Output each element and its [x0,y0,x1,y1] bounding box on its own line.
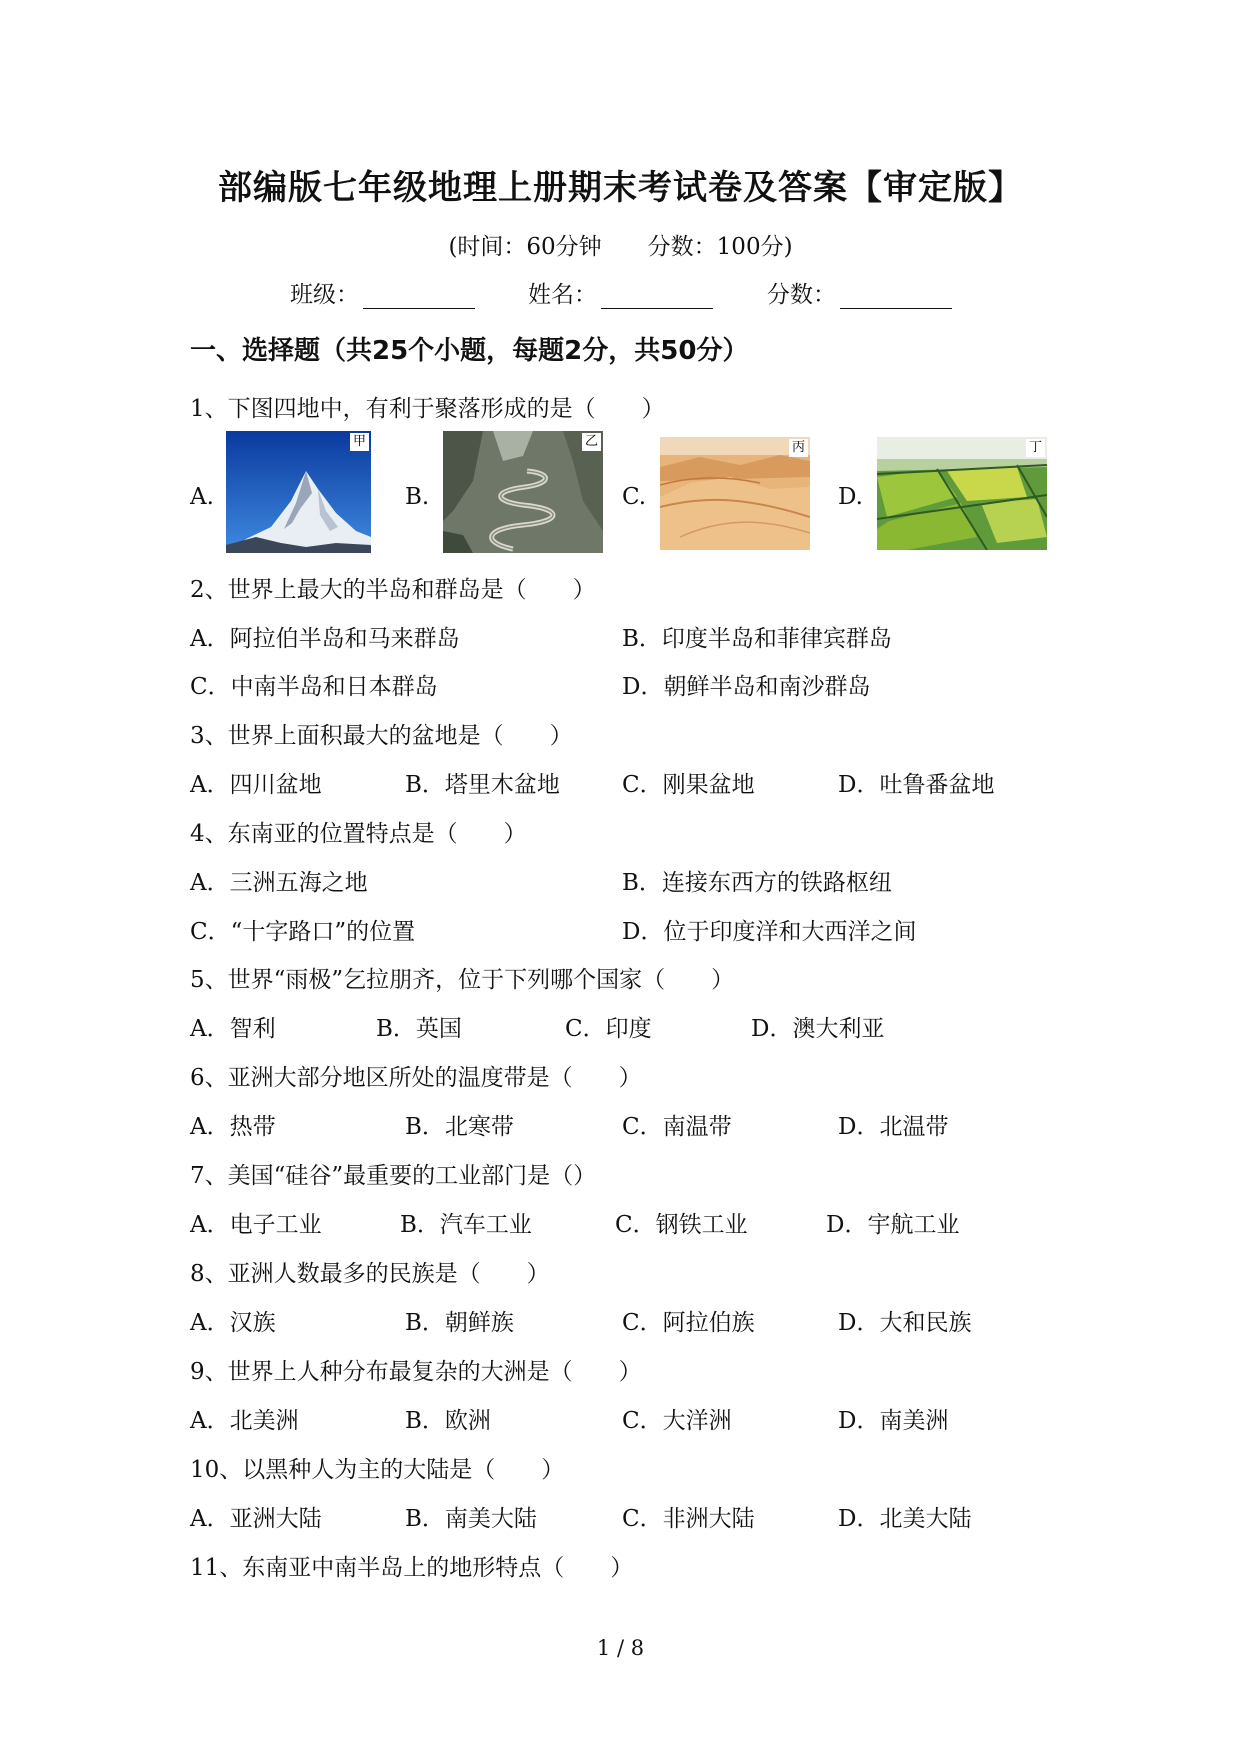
page-number: 1 / 8 [596,1636,645,1660]
question-8-option-b[interactable]: B．朝鲜族 [405,1310,514,1336]
q1-option-b-label: B. [405,484,430,510]
question-2-stem: 2、世界上最大的半岛和群岛是（ ） [190,577,596,603]
question-10-option-b[interactable]: B．南美大陆 [405,1506,537,1532]
question-2-option-d[interactable]: D．朝鲜半岛和南沙群岛 [622,674,871,700]
question-2-option-c[interactable]: C．中南半岛和日本群岛 [190,674,438,700]
question-10-option-a[interactable]: A．亚洲大陆 [190,1506,322,1532]
question-4-stem: 4、东南亚的位置特点是（ ） [190,821,527,847]
score-label: 分数： [767,282,836,308]
question-10-option-c[interactable]: C．非洲大陆 [622,1506,755,1532]
q1-option-a-tag: 甲 [350,433,369,451]
question-7-option-d[interactable]: D．宇航工业 [826,1212,960,1238]
question-2-option-a[interactable]: A．阿拉伯半岛和马来群岛 [190,626,460,652]
section-heading: 一、选择题（共25个小题，每题2分，共50分） [190,336,749,366]
desert-dunes-icon [660,437,810,550]
question-5-option-a[interactable]: A．智利 [190,1016,276,1042]
question-5-option-d[interactable]: D．澳大利亚 [751,1016,885,1042]
q1-option-c-label: C. [622,484,647,510]
question-1-stem: 1、下图四地中，有利于聚落形成的是（ ） [190,396,665,422]
question-9-stem: 9、世界上人种分布最复杂的大洲是（ ） [190,1359,642,1385]
question-9-option-a[interactable]: A．北美洲 [190,1408,299,1434]
question-3-option-d[interactable]: D．吐鲁番盆地 [838,772,995,798]
winding-road-icon [443,431,603,553]
question-11-stem: 11、东南亚中南半岛上的地形特点（ ） [190,1555,634,1581]
question-6-option-c[interactable]: C．南温带 [622,1114,732,1140]
question-7-option-a[interactable]: A．电子工业 [190,1212,322,1238]
question-5-option-b[interactable]: B．英国 [376,1016,462,1042]
question-6-option-b[interactable]: B．北寒带 [405,1114,514,1140]
question-9-option-c[interactable]: C．大洋洲 [622,1408,732,1434]
question-3-option-c[interactable]: C．刚果盆地 [622,772,755,798]
question-2-option-b[interactable]: B．印度半岛和菲律宾群岛 [622,626,892,652]
question-9-option-b[interactable]: B．欧洲 [405,1408,491,1434]
q1-option-c-tag: 丙 [789,439,808,457]
question-7-option-c[interactable]: C．钢铁工业 [615,1212,748,1238]
question-3-option-a[interactable]: A．四川盆地 [190,772,322,798]
question-4-option-b[interactable]: B．连接东西方的铁路枢纽 [622,870,892,896]
question-7-option-b[interactable]: B．汽车工业 [400,1212,532,1238]
farmland-icon [877,437,1047,550]
q1-option-d-tag: 丁 [1026,439,1045,457]
question-6-option-d[interactable]: D．北温带 [838,1114,949,1140]
question-10-stem: 10、以黑种人为主的大陆是（ ） [190,1457,565,1483]
class-blank[interactable] [363,286,475,309]
exam-time-score: (时间：60分钟 分数：100分) [448,234,793,260]
question-8-option-a[interactable]: A．汉族 [190,1310,276,1336]
score-blank[interactable] [840,286,952,309]
question-4-option-c[interactable]: C．“十字路口”的位置 [190,919,416,945]
question-4-option-a[interactable]: A．三洲五海之地 [190,870,368,896]
question-7-stem: 7、美国“硅谷”最重要的工业部门是（） [190,1163,597,1189]
q1-option-b-tag: 乙 [582,433,601,451]
page-title: 部编版七年级地理上册期末考试卷及答案【审定版】 [218,168,1023,208]
question-3-option-b[interactable]: B．塔里木盆地 [405,772,560,798]
q1-option-d-label: D. [838,484,863,510]
question-5-option-c[interactable]: C．印度 [565,1016,652,1042]
q1-option-a-label: A. [190,484,214,510]
score-field [767,276,952,309]
question-5-stem: 5、世界“雨极”乞拉朋齐，位于下列哪个国家（ ） [190,967,735,993]
question-10-option-d[interactable]: D．北美大陆 [838,1506,972,1532]
class-field [290,276,475,309]
question-6-option-a[interactable]: A．热带 [190,1114,276,1140]
question-4-option-d[interactable]: D．位于印度洋和大西洋之间 [622,919,917,945]
question-6-stem: 6、亚洲大部分地区所处的温度带是（ ） [190,1065,642,1091]
class-label: 班级： [290,282,359,308]
snow-mountain-icon [226,431,371,553]
name-field [528,276,713,309]
name-blank[interactable] [601,286,713,309]
question-9-option-d[interactable]: D．南美洲 [838,1408,949,1434]
question-8-option-c[interactable]: C．阿拉伯族 [622,1310,755,1336]
question-8-option-d[interactable]: D．大和民族 [838,1310,972,1336]
name-label: 姓名： [528,282,597,308]
question-3-stem: 3、世界上面积最大的盆地是（ ） [190,723,573,749]
question-8-stem: 8、亚洲人数最多的民族是（ ） [190,1261,550,1287]
